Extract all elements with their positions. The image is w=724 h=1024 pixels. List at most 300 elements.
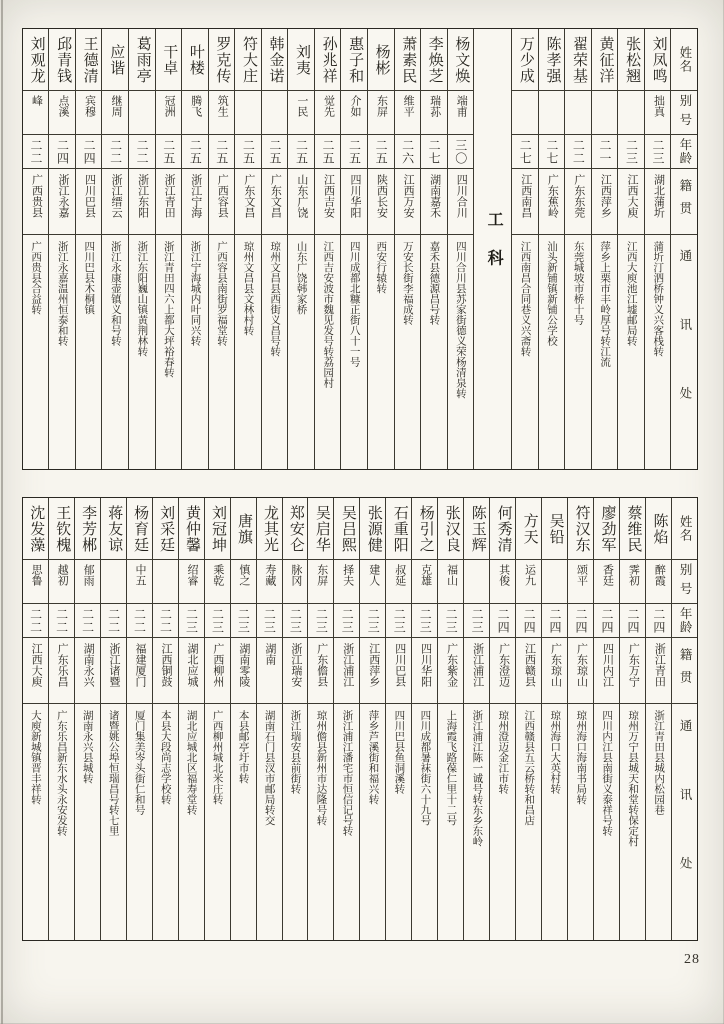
- name-cell: [368, 29, 394, 91]
- native-text: 浙江东阳: [136, 174, 149, 218]
- alias-cell: [288, 91, 314, 135]
- name-text: 李芳郴: [80, 504, 97, 553]
- age-cell: [594, 604, 619, 638]
- native-text: 四川巴县: [83, 174, 96, 218]
- address-text: 四川合川县苏家街德义荣杨清泉转: [454, 241, 466, 399]
- age-text: 二三: [418, 607, 433, 634]
- header-name-label: [671, 29, 697, 91]
- name-text: 萧素民: [400, 35, 417, 84]
- name-text: 刘采廷: [158, 504, 175, 553]
- native-cell: [592, 169, 618, 235]
- address-text: 蒲圻汀泗桥钟义兴客栈转: [652, 241, 664, 357]
- person-column: [565, 29, 592, 469]
- address-cell: [75, 704, 100, 940]
- native-cell: [516, 638, 541, 704]
- native-text: 广西柳州: [211, 643, 224, 687]
- person-column: [101, 498, 127, 940]
- header-address-label: [671, 235, 697, 469]
- alias-cell: [539, 91, 565, 135]
- native-cell: [565, 169, 591, 235]
- name-cell: [448, 29, 474, 91]
- header-age-label: [672, 604, 697, 638]
- native-cell: [257, 638, 282, 704]
- age-text: 二五: [294, 138, 309, 165]
- alias-cell: [490, 560, 515, 604]
- address-cell: [568, 704, 593, 940]
- age-cell: [205, 604, 230, 638]
- person-column: [209, 29, 236, 469]
- address-text: 浙江瑞安县前街转: [289, 710, 301, 794]
- name-cell: [283, 498, 308, 560]
- header-name-label: [672, 498, 697, 560]
- native-cell: [448, 169, 474, 235]
- alias-cell: [283, 560, 308, 604]
- alias-cell: [568, 560, 593, 604]
- name-cell: [75, 498, 100, 560]
- address-text: 浙江青田四六上都大坪裕春转: [162, 241, 174, 378]
- address-text: 汕头新铺镇新铺公学校: [546, 241, 558, 346]
- native-text: 广东蕉岭: [546, 174, 559, 218]
- person-column: [386, 498, 412, 940]
- alias-text: 东屏: [375, 95, 388, 117]
- native-cell: [153, 638, 178, 704]
- address-cell: [645, 235, 671, 469]
- native-text: 湖北应城: [185, 643, 198, 687]
- person-column: [490, 498, 516, 940]
- age-text: 二四: [82, 138, 97, 165]
- name-cell: [386, 498, 411, 560]
- age-cell: [257, 604, 282, 638]
- native-text: 浙江瑞安: [289, 643, 302, 687]
- address-cell: [235, 235, 261, 469]
- alias-cell: [542, 560, 567, 604]
- name-cell: [308, 498, 333, 560]
- person-column: [620, 498, 646, 940]
- address-cell: [438, 704, 463, 940]
- native-cell: [542, 638, 567, 704]
- age-cell: [421, 135, 447, 169]
- alias-cell: [646, 560, 671, 604]
- name-text: 唐旗: [235, 512, 252, 545]
- name-text: 罗克传: [214, 35, 231, 84]
- native-text: 四川内江: [601, 643, 614, 687]
- header-name-label-text: 姓名: [677, 46, 692, 73]
- native-text: 广东东莞: [572, 174, 585, 218]
- age-text: 二三: [210, 607, 225, 634]
- name-text: 应谐: [108, 43, 125, 76]
- name-cell: [127, 498, 152, 560]
- age-text: 二三: [444, 607, 459, 634]
- alias-cell: [102, 91, 128, 135]
- native-text: 广东文昌: [269, 174, 282, 218]
- name-cell: [646, 498, 671, 560]
- address-cell: [205, 704, 230, 940]
- scan-edge-left: [1, 0, 3, 1024]
- person-column: [646, 498, 672, 940]
- address-cell: [412, 704, 437, 940]
- native-text: 浙江宁海: [189, 174, 202, 218]
- address-text: 浙江永康壶镇义和号转: [109, 241, 121, 346]
- person-column: [288, 29, 315, 469]
- name-text: 陈焰: [651, 512, 668, 545]
- age-text: 二二: [28, 138, 43, 165]
- address-cell: [257, 704, 282, 940]
- name-cell: [412, 498, 437, 560]
- native-cell: [262, 169, 288, 235]
- address-cell: [368, 235, 394, 469]
- age-cell: [464, 604, 489, 638]
- alias-cell: [182, 91, 208, 135]
- name-cell: [235, 29, 261, 91]
- native-cell: [179, 638, 204, 704]
- name-text: 刘观龙: [28, 35, 45, 84]
- alias-text: 香廷: [601, 564, 614, 586]
- name-text: 杨文焕: [453, 35, 470, 84]
- alias-cell: [620, 560, 645, 604]
- address-cell: [283, 704, 308, 940]
- native-cell: [618, 169, 644, 235]
- alias-cell: [464, 560, 489, 604]
- address-cell: [156, 235, 182, 469]
- age-cell: [49, 604, 74, 638]
- native-cell: [412, 638, 437, 704]
- roster-table-top: [22, 28, 698, 470]
- age-cell: [315, 135, 341, 169]
- alias-cell: [438, 560, 463, 604]
- person-column: [127, 498, 153, 940]
- native-text: 广东万宁: [627, 643, 640, 687]
- age-cell: [156, 135, 182, 169]
- native-text: 浙江浦江: [341, 643, 354, 687]
- person-column: [448, 29, 475, 469]
- age-text: 二二: [132, 607, 147, 634]
- age-cell: [75, 604, 100, 638]
- header-alias-label-text: 别号: [677, 93, 692, 132]
- name-text: 廖劲军: [599, 504, 616, 553]
- address-text: 江西大庾池江墟邮局转: [625, 241, 637, 346]
- address-text: 万安长街李福成转: [401, 241, 413, 325]
- header-address-label: [672, 704, 697, 940]
- person-column: [129, 29, 156, 469]
- name-text: 杨育廷: [132, 504, 149, 553]
- address-cell: [23, 704, 48, 940]
- name-text: 杨引之: [417, 504, 434, 553]
- name-cell: [645, 29, 671, 91]
- native-cell: [209, 169, 235, 235]
- person-column: [257, 498, 283, 940]
- name-cell: [315, 29, 341, 91]
- age-cell: [179, 604, 204, 638]
- native-cell: [421, 169, 447, 235]
- header-address-label-text: 通讯处: [678, 718, 693, 926]
- native-cell: [360, 638, 385, 704]
- address-cell: [490, 704, 515, 940]
- native-text: 广西贵县: [30, 174, 43, 218]
- alias-cell: [315, 91, 341, 135]
- age-cell: [386, 604, 411, 638]
- address-cell: [516, 704, 541, 940]
- alias-cell: [618, 91, 644, 135]
- header-native-label-text: 籍贯: [677, 179, 692, 224]
- alias-text: 继周: [110, 95, 123, 117]
- native-text: 山东广饶: [295, 174, 308, 218]
- age-text: 二七: [518, 138, 533, 165]
- name-text: 惠子和: [347, 35, 364, 84]
- name-cell: [464, 498, 489, 560]
- age-cell: [490, 604, 515, 638]
- address-cell: [315, 235, 341, 469]
- name-text: 翟荣基: [570, 35, 587, 84]
- header-address-label-text: 通讯处: [677, 248, 692, 456]
- alias-cell: [76, 91, 102, 135]
- age-cell: [645, 135, 671, 169]
- name-cell: [395, 29, 421, 91]
- alias-text: 东屏: [315, 564, 328, 586]
- name-text: 陈孝强: [544, 35, 561, 84]
- alias-cell: [516, 560, 541, 604]
- age-cell: [209, 135, 235, 169]
- native-text: 湖南零陵: [237, 643, 250, 687]
- name-text: 李焕芝: [426, 35, 443, 84]
- person-column: [49, 29, 76, 469]
- native-text: 江西赣县: [523, 643, 536, 687]
- person-column: [283, 498, 309, 940]
- name-cell: [179, 498, 204, 560]
- person-column: [179, 498, 205, 940]
- name-cell: [101, 498, 126, 560]
- age-cell: [23, 604, 48, 638]
- native-text: 江西大庾: [30, 643, 43, 687]
- name-cell: [334, 498, 359, 560]
- person-column: [341, 29, 368, 469]
- name-text: 沈发藻: [28, 504, 45, 553]
- native-cell: [156, 169, 182, 235]
- name-cell: [490, 498, 515, 560]
- name-cell: [542, 498, 567, 560]
- address-cell: [448, 235, 474, 469]
- alias-cell: [179, 560, 204, 604]
- address-cell: [395, 235, 421, 469]
- address-text: 萍乡上栗市丰岭厚号转江流: [599, 241, 611, 367]
- person-column: [315, 29, 342, 469]
- name-cell: [512, 29, 538, 91]
- age-cell: [283, 604, 308, 638]
- header-alias-label-text: 别号: [678, 562, 693, 601]
- native-cell: [283, 638, 308, 704]
- age-text: 二五: [267, 138, 282, 165]
- alias-text: 拙真: [652, 95, 665, 117]
- person-column: [153, 498, 179, 940]
- address-cell: [618, 235, 644, 469]
- address-text: 湖南永兴县城转: [81, 710, 93, 784]
- alias-cell: [127, 560, 152, 604]
- age-cell: [129, 135, 155, 169]
- age-cell: [288, 135, 314, 169]
- address-text: 广西柳州城北米庄转: [211, 710, 223, 805]
- address-cell: [23, 235, 49, 469]
- age-text: 二三: [236, 607, 251, 634]
- person-column: [592, 29, 619, 469]
- address-cell: [288, 235, 314, 469]
- native-text: 浙江青田: [163, 174, 176, 218]
- address-cell: [539, 235, 565, 469]
- native-cell: [646, 638, 671, 704]
- name-cell: [23, 498, 48, 560]
- person-column: [516, 498, 542, 940]
- native-cell: [308, 638, 333, 704]
- native-cell: [512, 169, 538, 235]
- address-text: 大庾新城镇晋丰祥转: [29, 710, 41, 805]
- name-text: 郑安仑: [287, 504, 304, 553]
- page-number: 28: [684, 952, 700, 967]
- native-text: 浙江青田: [653, 643, 666, 687]
- person-column: [102, 29, 129, 469]
- age-cell: [153, 604, 178, 638]
- header-alias-label: [671, 91, 697, 135]
- age-text: 二三: [392, 607, 407, 634]
- native-text: 广东紫金: [445, 643, 458, 687]
- native-text: 江西萍乡: [367, 643, 380, 687]
- native-cell: [315, 169, 341, 235]
- person-column: [395, 29, 422, 469]
- name-text: 张源健: [365, 504, 382, 553]
- alias-text: 冠洲: [163, 95, 176, 117]
- age-text: 二二: [158, 607, 173, 634]
- native-cell: [464, 638, 489, 704]
- native-text: 江西吉安: [322, 174, 335, 218]
- alias-text: 霁初: [627, 564, 640, 586]
- alias-text: 腾飞: [189, 95, 202, 117]
- age-text: 二一: [597, 138, 612, 165]
- address-text: 四川内江县南街义泰祥号转: [601, 710, 613, 836]
- name-text: 张松翘: [624, 35, 641, 84]
- age-cell: [565, 135, 591, 169]
- native-cell: [23, 638, 48, 704]
- native-text: 广东乐昌: [56, 643, 69, 687]
- address-text: 四川成都暑袜街六十九号: [419, 710, 431, 826]
- address-cell: [594, 704, 619, 940]
- name-cell: [257, 498, 282, 560]
- alias-text: 峰: [30, 95, 43, 106]
- alias-cell: [395, 91, 421, 135]
- age-text: 二三: [288, 607, 303, 634]
- native-cell: [127, 638, 152, 704]
- age-cell: [395, 135, 421, 169]
- native-text: 江西万安: [402, 174, 415, 218]
- age-text: 二七: [544, 138, 559, 165]
- native-cell: [594, 638, 619, 704]
- name-text: 韩金诺: [267, 35, 284, 84]
- alias-text: 觉先: [322, 95, 335, 117]
- native-text: 福建厦门: [134, 643, 146, 687]
- alias-cell: [448, 91, 474, 135]
- address-text: 东莞城坡市桥十号: [572, 241, 584, 325]
- person-column: [76, 29, 103, 469]
- alias-cell: [334, 560, 359, 604]
- person-column: [464, 498, 490, 940]
- native-cell: [49, 638, 74, 704]
- native-text: 四川合川: [455, 174, 468, 218]
- name-text: 张汉良: [443, 504, 460, 553]
- alias-text: 维平: [402, 95, 415, 117]
- alias-text: 宾穆: [83, 95, 96, 117]
- age-text: 二四: [599, 607, 614, 634]
- alias-cell: [49, 91, 75, 135]
- address-text: 浙江永嘉温州恒泰和转: [56, 241, 68, 346]
- alias-text: 思鲁: [30, 564, 43, 586]
- age-text: 二七: [427, 138, 442, 165]
- person-column: [262, 29, 289, 469]
- name-cell: [129, 29, 155, 91]
- address-text: 琼州儋县新州市达隆号转: [315, 710, 327, 826]
- address-cell: [182, 235, 208, 469]
- alias-text: 中五: [134, 564, 146, 586]
- name-cell: [49, 498, 74, 560]
- age-cell: [101, 604, 126, 638]
- age-cell: [539, 135, 565, 169]
- alias-cell: [592, 91, 618, 135]
- person-column: [368, 29, 395, 469]
- name-text: 孙兆祥: [320, 35, 337, 84]
- native-cell: [341, 169, 367, 235]
- native-text: 湖南嘉禾: [428, 174, 441, 218]
- alias-cell: [341, 91, 367, 135]
- roster-table-bottom-wrap: [22, 497, 698, 941]
- name-text: 何秀清: [495, 504, 512, 553]
- native-text: 广东琼山: [575, 643, 588, 687]
- address-cell: [360, 704, 385, 940]
- alias-cell: [645, 91, 671, 135]
- age-cell: [620, 604, 645, 638]
- roster-table-bottom: [22, 497, 698, 941]
- native-text: 广西容县: [216, 174, 229, 218]
- native-cell: [386, 638, 411, 704]
- address-text: 广东乐昌新东水头永安发转: [55, 710, 67, 836]
- age-text: 二二: [135, 138, 150, 165]
- person-column: [542, 498, 568, 940]
- person-column: [360, 498, 386, 940]
- age-text: 二四: [625, 607, 640, 634]
- name-cell: [592, 29, 618, 91]
- age-cell: [127, 604, 152, 638]
- native-text: 广东文昌: [242, 174, 255, 218]
- name-cell: [102, 29, 128, 91]
- name-cell: [49, 29, 75, 91]
- alias-text: 择夫: [341, 564, 354, 586]
- native-cell: [438, 638, 463, 704]
- age-text: 二三: [262, 607, 277, 634]
- alias-text: 运九: [523, 564, 536, 586]
- address-cell: [592, 235, 618, 469]
- address-text: 嘉禾县德源昌号转: [428, 241, 440, 325]
- person-column: [512, 29, 539, 469]
- address-text: 四川成都北糠正街八十一号: [348, 241, 360, 367]
- name-text: 刘夷: [294, 43, 311, 76]
- native-text: 浙江永嘉: [56, 174, 69, 218]
- alias-text: 筑生: [216, 95, 229, 117]
- age-text: 三〇: [453, 138, 468, 165]
- age-text: 二四: [574, 607, 588, 634]
- name-text: 黄仲馨: [184, 504, 201, 553]
- address-text: 广西贵县合益转: [30, 241, 42, 315]
- age-cell: [231, 604, 256, 638]
- age-cell: [568, 604, 593, 638]
- alias-text: 越初: [56, 564, 69, 586]
- name-cell: [565, 29, 591, 91]
- age-text: 二二: [106, 607, 121, 634]
- address-cell: [421, 235, 447, 469]
- address-cell: [209, 235, 235, 469]
